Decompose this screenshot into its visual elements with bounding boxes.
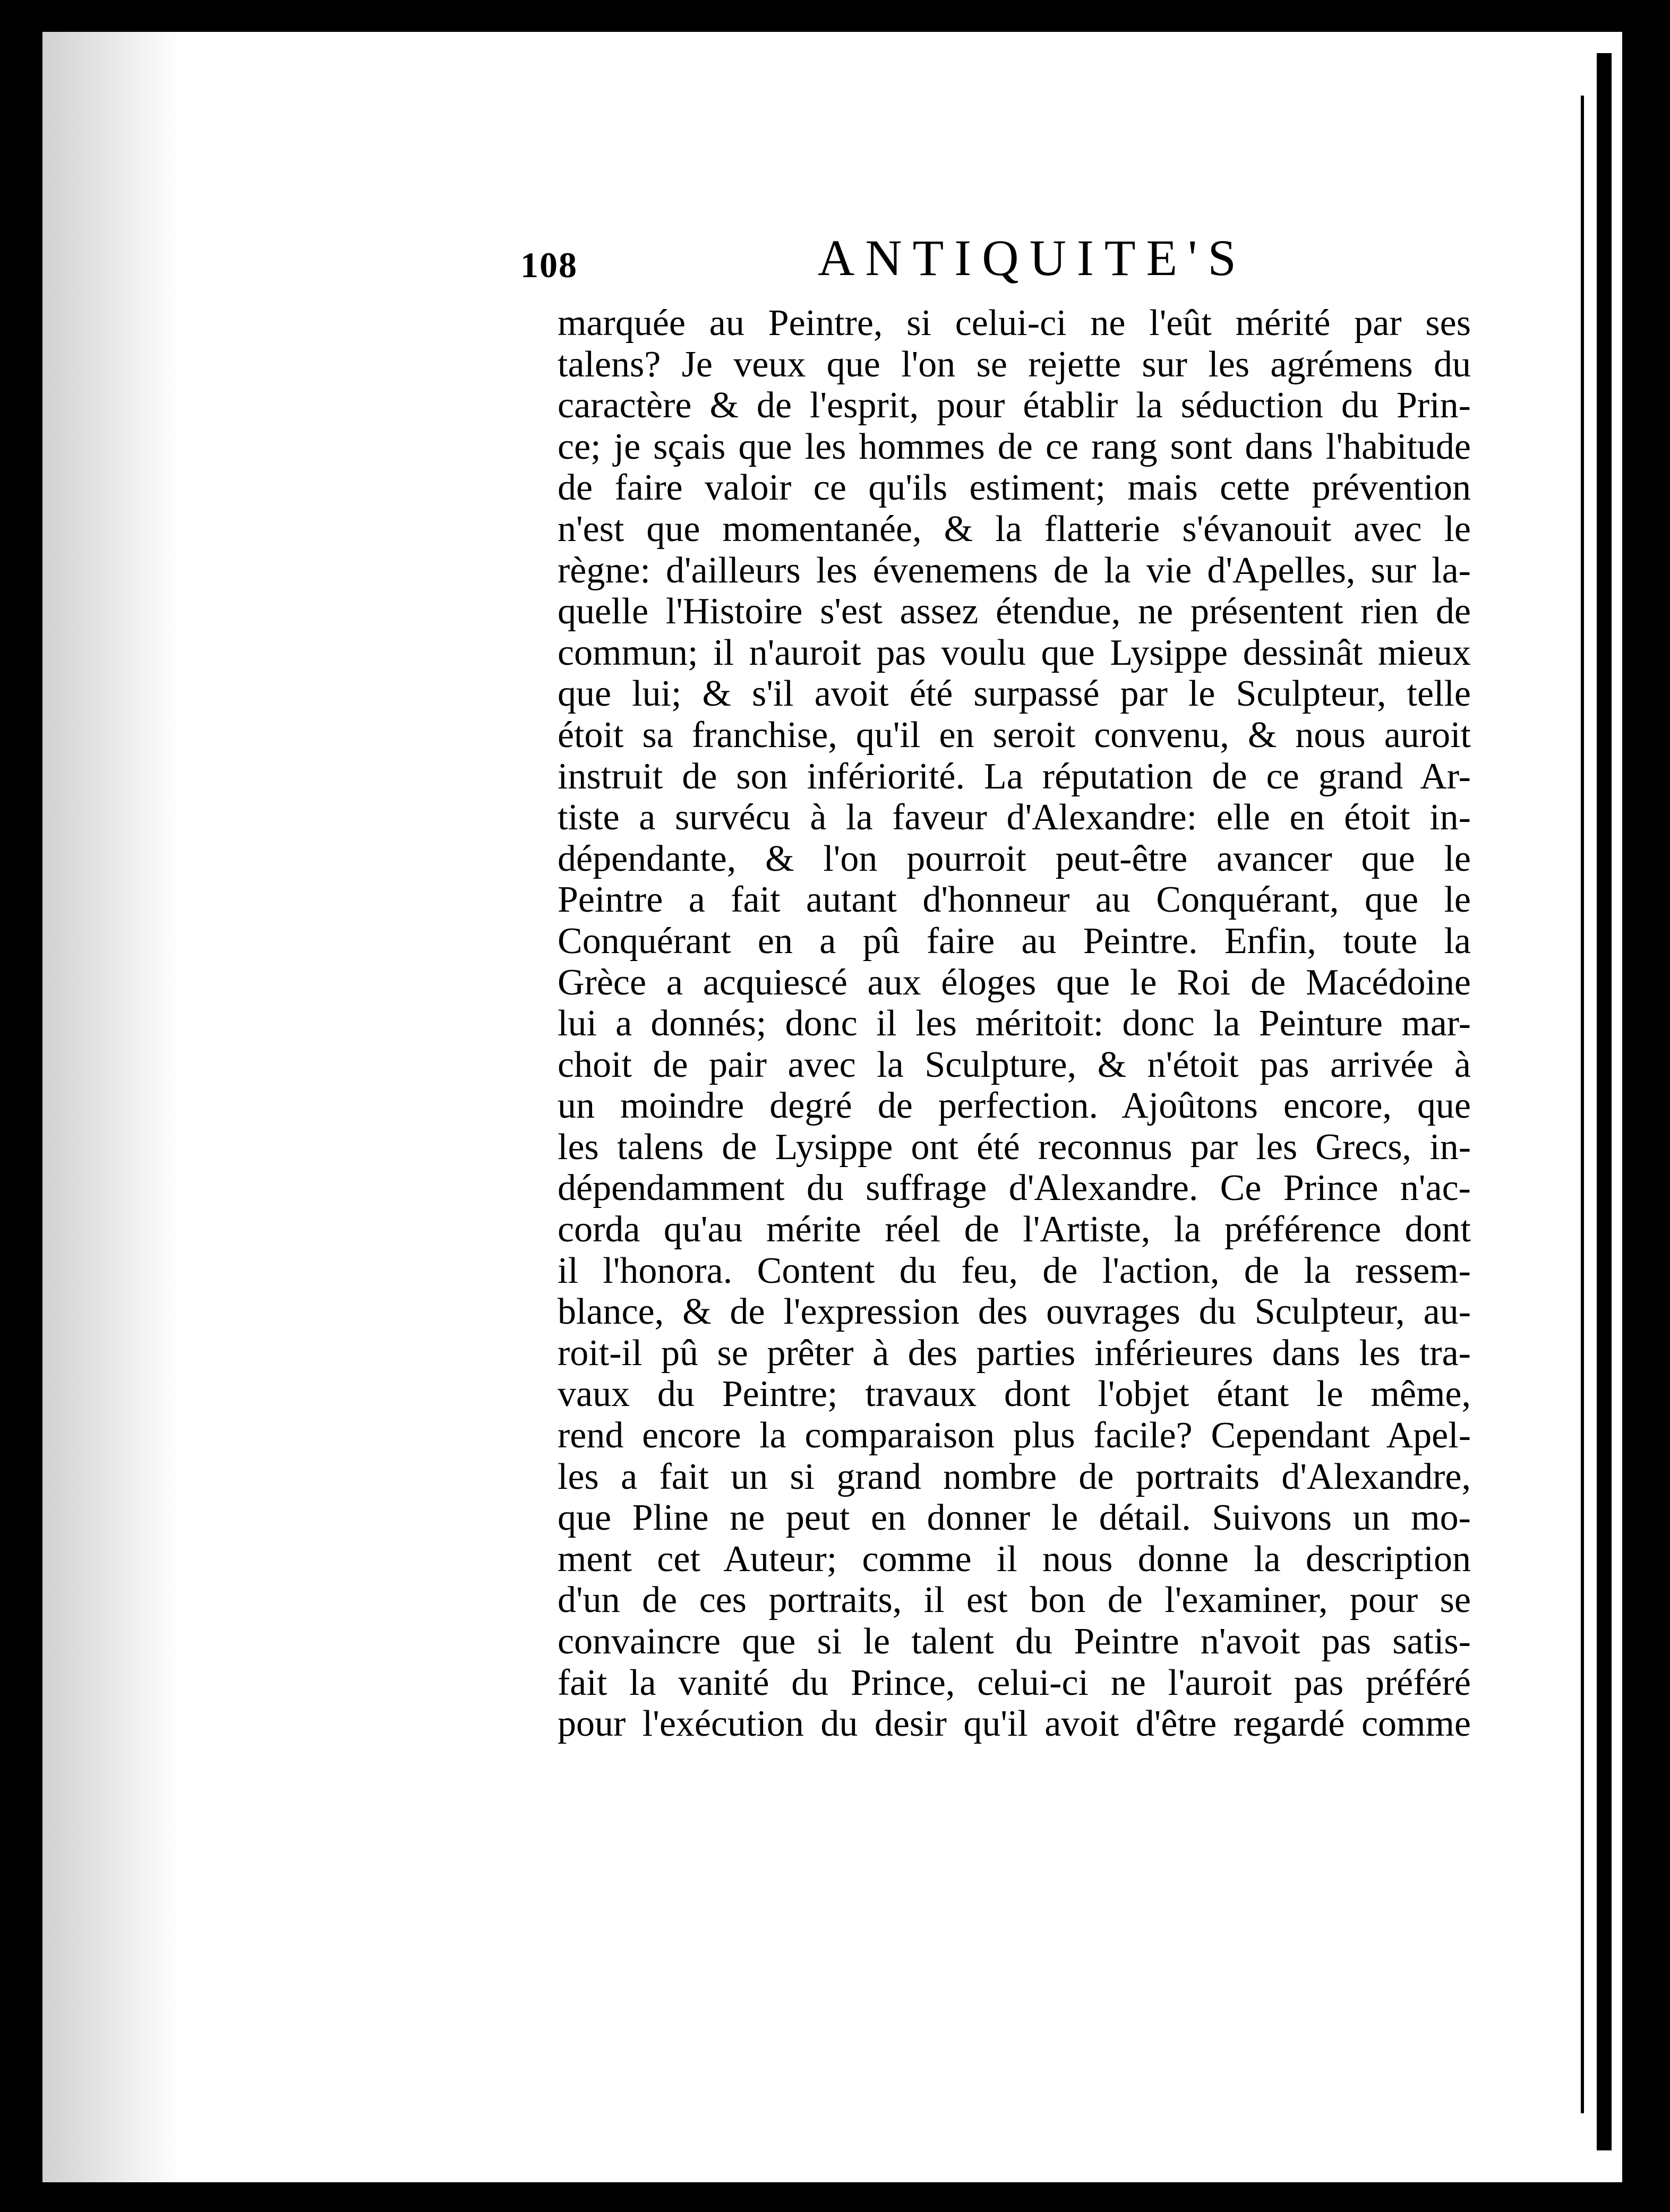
text-line: choit de pair avec la Sculpture, & n'étoit pas arrivée à [558,1044,1471,1085]
text-line: règne: d'ailleurs les évenemens de la vie d'Apelles, sur la- [558,550,1471,591]
text-line: ment cet Auteur; comme il nous donne la description [558,1538,1471,1580]
book-page [42,32,1622,2182]
text-line: blance, & de l'expression des ouvrages du Sculpteur, au- [558,1291,1471,1333]
text-line: lui a donnés; donc il les méritoit: donc la Peinture mar- [558,1003,1471,1044]
text-line: dépendamment du suffrage d'Alexandre. Ce Prince n'ac- [558,1168,1471,1209]
page-number: 108 [520,245,578,285]
running-head: ANTIQUITE'S [818,229,1247,286]
text-line: Conquérant en a pû faire au Peintre. Enfin, toute la [558,920,1471,962]
text-line: n'est que momentanée, & la flatterie s'évanouit avec le [558,508,1471,550]
text-line: vaux du Peintre; travaux dont l'objet étant le même, [558,1374,1471,1415]
text-line: un moindre degré de perfection. Ajoûtons encore, que [558,1085,1471,1127]
text-line: quelle l'Histoire s'est assez étendue, ne présentent rien de [558,591,1471,632]
text-line: étoit sa franchise, qu'il en seroit convenu, & nous auroit [558,714,1471,756]
text-line: convaincre que si le talent du Peintre n'avoit pas satis- [558,1621,1471,1662]
text-line: les talens de Lysippe ont été reconnus par les Grecs, in- [558,1126,1471,1168]
text-line: tiste a survécu à la faveur d'Alexandre: elle en étoit in- [558,797,1471,838]
text-line: pour l'exécution du desir qu'il avoit d'être regardé comme [558,1703,1471,1745]
text-line: les a fait un si grand nombre de portraits d'Alexandre, [558,1456,1471,1497]
text-line: que lui; & s'il avoit été surpassé par le Sculpteur, telle [558,673,1471,715]
text-line: Peintre a fait autant d'honneur au Conquérant, que le [558,879,1471,921]
text-line: caractère & de l'esprit, pour établir la séduction du Prin- [558,385,1471,426]
text-line: talens? Je veux que l'on se rejette sur les agrémens du [558,344,1471,385]
text-line: dépendante, & l'on pourroit peut-être avancer que le [558,838,1471,879]
text-line: rend encore la comparaison plus facile? Cependant Apel- [558,1415,1471,1456]
text-line: commun; il n'auroit pas voulu que Lysippe dessinât mieux [558,632,1471,673]
text-line: Grèce a acquiescé aux éloges que le Roi de Macédoine [558,962,1471,1003]
text-line: d'un de ces portraits, il est bon de l'examiner, pour se [558,1580,1471,1621]
text-line: fait la vanité du Prince, celui-ci ne l'auroit pas préféré [558,1662,1471,1703]
text-line: roit-il pû se prêter à des parties inférieures dans les tra- [558,1332,1471,1374]
page-edge-bar [1597,53,1612,2150]
text-line: instruit de son infériorité. La réputation de ce grand Ar- [558,756,1471,797]
body-text [558,303,1471,1745]
text-line: que Pline ne peut en donner le détail. Suivons un mo- [558,1497,1471,1539]
text-line: marquée au Peintre, si celui-ci ne l'eût mérité par ses [558,303,1471,344]
text-line: de faire valoir ce qu'ils estiment; mais cette prévention [558,467,1471,509]
page-edge-line [1581,96,1584,2113]
text-line: corda qu'au mérite réel de l'Artiste, la préférence dont [558,1209,1471,1250]
text-line: il l'honora. Content du feu, de l'action, de la ressem- [558,1250,1471,1291]
page-header [520,228,1476,297]
text-line: ce; je sçais que les hommes de ce rang sont dans l'habitude [558,426,1471,467]
binding-shadow [42,32,181,2182]
